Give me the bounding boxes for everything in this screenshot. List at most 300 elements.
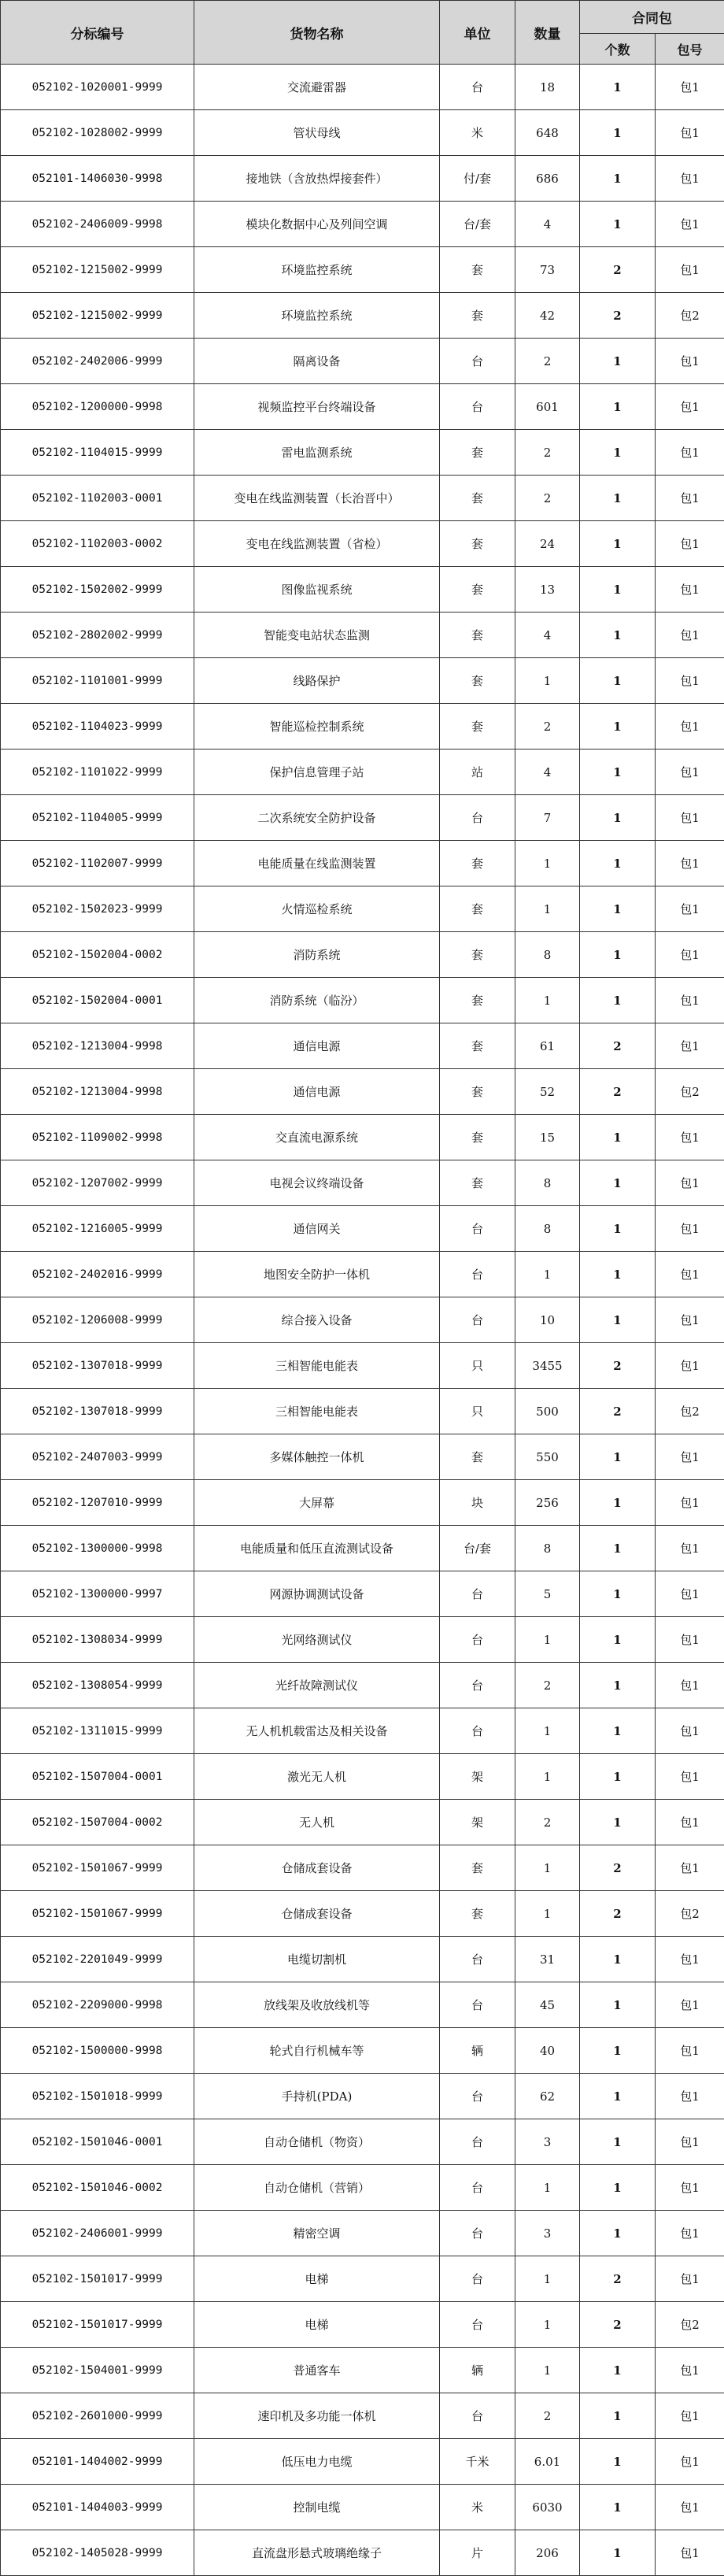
cell-count: 2 [580, 1343, 656, 1389]
cell-pkg: 包1 [656, 2165, 724, 2211]
cell-qty: 1 [515, 2348, 580, 2393]
cell-count: 2 [580, 2256, 656, 2302]
cell-qty: 24 [515, 521, 580, 567]
cell-name: 低压电力电缆 [194, 2439, 440, 2485]
cell-code: 052102-1502002-9999 [1, 567, 194, 613]
cell-unit: 台 [440, 1663, 515, 1708]
cell-name: 消防系统 [194, 932, 440, 978]
cell-unit: 辆 [440, 2028, 515, 2074]
cell-name: 光纤故障测试仪 [194, 1663, 440, 1708]
cell-qty: 42 [515, 293, 580, 339]
cell-unit: 套 [440, 932, 515, 978]
cell-pkg: 包1 [656, 1343, 724, 1389]
cell-pkg: 包1 [656, 1982, 724, 2028]
cell-name: 轮式自行机械车等 [194, 2028, 440, 2074]
cell-name: 仓储成套设备 [194, 1845, 440, 1891]
cell-code: 052102-1504001-9999 [1, 2348, 194, 2393]
table-row [1, 658, 724, 704]
table-row [1, 2119, 724, 2165]
cell-pkg: 包1 [656, 1800, 724, 1845]
cell-count: 1 [580, 2211, 656, 2256]
cell-pkg: 包1 [656, 1708, 724, 1754]
cell-code: 052102-1501067-9999 [1, 1845, 194, 1891]
cell-pkg: 包1 [656, 2485, 724, 2530]
header-code: 分标编号 [1, 1, 194, 65]
cell-count: 1 [580, 2074, 656, 2119]
cell-count: 1 [580, 841, 656, 886]
cell-pkg: 包1 [656, 476, 724, 521]
cell-pkg: 包1 [656, 2348, 724, 2393]
cell-name: 通信电源 [194, 1023, 440, 1069]
cell-name: 通信电源 [194, 1069, 440, 1115]
cell-name: 电视会议终端设备 [194, 1160, 440, 1206]
table-row [1, 2256, 724, 2302]
cell-pkg: 包1 [656, 1845, 724, 1891]
cell-code: 052102-1507004-0002 [1, 1800, 194, 1845]
cell-code: 052101-1404002-9999 [1, 2439, 194, 2485]
cell-pkg: 包1 [656, 1617, 724, 1663]
table-row [1, 704, 724, 749]
header-count: 个数 [580, 34, 656, 65]
cell-count: 1 [580, 1206, 656, 1252]
cell-unit: 套 [440, 1434, 515, 1480]
cell-unit: 台 [440, 2074, 515, 2119]
cell-pkg: 包1 [656, 2439, 724, 2485]
cell-qty: 1 [515, 1891, 580, 1937]
cell-count: 1 [580, 795, 656, 841]
table-row [1, 1069, 724, 1115]
cell-pkg: 包1 [656, 2530, 724, 2576]
cell-code: 052102-1405028-9999 [1, 2530, 194, 2576]
table-row [1, 476, 724, 521]
cell-name: 二次系统安全防护设备 [194, 795, 440, 841]
cell-code: 052102-1307018-9999 [1, 1389, 194, 1434]
cell-count: 1 [580, 1982, 656, 2028]
cell-count: 1 [580, 430, 656, 476]
cell-unit: 套 [440, 1069, 515, 1115]
cell-code: 052102-2601000-9999 [1, 2393, 194, 2439]
cell-code: 052102-1502023-9999 [1, 886, 194, 932]
header-unit: 单位 [440, 1, 515, 65]
cell-unit: 套 [440, 658, 515, 704]
cell-qty: 1 [515, 1252, 580, 1297]
cell-pkg: 包1 [656, 339, 724, 384]
table-row [1, 2074, 724, 2119]
cell-pkg: 包1 [656, 202, 724, 247]
cell-count: 1 [580, 1617, 656, 1663]
cell-pkg: 包1 [656, 2119, 724, 2165]
table-row [1, 202, 724, 247]
table-row [1, 2211, 724, 2256]
cell-qty: 4 [515, 202, 580, 247]
cell-pkg: 包1 [656, 156, 724, 202]
cell-qty: 1 [515, 841, 580, 886]
cell-code: 052102-1215002-9999 [1, 293, 194, 339]
table-row [1, 886, 724, 932]
cell-qty: 6030 [515, 2485, 580, 2530]
cell-qty: 1 [515, 1617, 580, 1663]
cell-count: 1 [580, 2165, 656, 2211]
cell-code: 052102-2209000-9998 [1, 1982, 194, 2028]
cell-code: 052102-1501067-9999 [1, 1891, 194, 1937]
cell-unit: 台 [440, 339, 515, 384]
cell-qty: 62 [515, 2074, 580, 2119]
cell-code: 052102-1101022-9999 [1, 749, 194, 795]
cell-code: 052102-2802002-9999 [1, 613, 194, 658]
cell-code: 052102-1213004-9998 [1, 1069, 194, 1115]
cell-count: 2 [580, 2302, 656, 2348]
table-row [1, 2439, 724, 2485]
cell-pkg: 包1 [656, 1754, 724, 1800]
cell-name: 大屏幕 [194, 1480, 440, 1526]
cell-unit: 套 [440, 886, 515, 932]
cell-code: 052102-1207010-9999 [1, 1480, 194, 1526]
cell-count: 2 [580, 247, 656, 293]
cell-name: 电缆切割机 [194, 1937, 440, 1982]
table-row [1, 1891, 724, 1937]
cell-unit: 站 [440, 749, 515, 795]
cell-code: 052102-2201049-9999 [1, 1937, 194, 1982]
cell-pkg: 包1 [656, 2074, 724, 2119]
cell-name: 模块化数据中心及列间空调 [194, 202, 440, 247]
cell-code: 052102-1500000-9998 [1, 2028, 194, 2074]
cell-qty: 2 [515, 2393, 580, 2439]
cell-name: 三相智能电能表 [194, 1343, 440, 1389]
cell-pkg: 包1 [656, 110, 724, 156]
cell-unit: 架 [440, 1754, 515, 1800]
cell-qty: 2 [515, 704, 580, 749]
cell-unit: 台 [440, 1297, 515, 1343]
table-row [1, 1480, 724, 1526]
cell-count: 1 [580, 2028, 656, 2074]
cell-name: 手持机(PDA) [194, 2074, 440, 2119]
cell-code: 052102-1215002-9999 [1, 247, 194, 293]
cell-code: 052101-1404003-9999 [1, 2485, 194, 2530]
cell-pkg: 包1 [656, 704, 724, 749]
cell-code: 052102-1300000-9997 [1, 1571, 194, 1617]
cell-pkg: 包1 [656, 1571, 724, 1617]
table-row [1, 1434, 724, 1480]
table-row [1, 1206, 724, 1252]
header-name: 货物名称 [194, 1, 440, 65]
cell-unit: 套 [440, 476, 515, 521]
cell-qty: 73 [515, 247, 580, 293]
header-pkg: 包号 [656, 34, 724, 65]
table-row [1, 1754, 724, 1800]
table-row [1, 2302, 724, 2348]
table-row [1, 156, 724, 202]
cell-count: 1 [580, 1115, 656, 1160]
table-row [1, 1708, 724, 1754]
cell-name: 仓储成套设备 [194, 1891, 440, 1937]
cell-name: 普通客车 [194, 2348, 440, 2393]
cell-name: 接地铁（含放热焊接套件） [194, 156, 440, 202]
cell-name: 消防系统（临汾） [194, 978, 440, 1023]
cell-unit: 只 [440, 1343, 515, 1389]
table-row [1, 1252, 724, 1297]
cell-qty: 7 [515, 795, 580, 841]
cell-unit: 台 [440, 1571, 515, 1617]
cell-count: 1 [580, 1480, 656, 1526]
table-row [1, 293, 724, 339]
cell-qty: 61 [515, 1023, 580, 1069]
cell-code: 052102-1507004-0001 [1, 1754, 194, 1800]
cell-name: 自动仓储机（物资） [194, 2119, 440, 2165]
cell-count: 1 [580, 2348, 656, 2393]
cell-name: 保护信息管理子站 [194, 749, 440, 795]
cell-code: 052102-2406009-9998 [1, 202, 194, 247]
cell-pkg: 包1 [656, 1252, 724, 1297]
cell-unit: 套 [440, 293, 515, 339]
cell-pkg: 包1 [656, 1023, 724, 1069]
cell-unit: 套 [440, 1023, 515, 1069]
cell-code: 052102-1501018-9999 [1, 2074, 194, 2119]
cell-count: 1 [580, 1252, 656, 1297]
cell-code: 052102-2406001-9999 [1, 2211, 194, 2256]
cell-name: 速印机及多功能一体机 [194, 2393, 440, 2439]
cell-unit: 台 [440, 384, 515, 430]
cell-name: 视频监控平台终端设备 [194, 384, 440, 430]
cell-unit: 台 [440, 2165, 515, 2211]
table-row [1, 1845, 724, 1891]
cell-count: 1 [580, 613, 656, 658]
cell-unit: 米 [440, 2485, 515, 2530]
cell-qty: 10 [515, 1297, 580, 1343]
cell-code: 052102-1102003-0001 [1, 476, 194, 521]
cell-pkg: 包1 [656, 749, 724, 795]
cell-count: 1 [580, 2530, 656, 2576]
cell-code: 052102-1101001-9999 [1, 658, 194, 704]
cell-name: 地图安全防护一体机 [194, 1252, 440, 1297]
cell-code: 052102-1308054-9999 [1, 1663, 194, 1708]
cell-unit: 千米 [440, 2439, 515, 2485]
cell-count: 1 [580, 65, 656, 110]
cell-unit: 台 [440, 2119, 515, 2165]
cell-code: 052102-1206008-9999 [1, 1297, 194, 1343]
cell-qty: 8 [515, 1526, 580, 1571]
cell-pkg: 包1 [656, 1663, 724, 1708]
cell-count: 1 [580, 1297, 656, 1343]
cell-pkg: 包2 [656, 1069, 724, 1115]
cell-unit: 套 [440, 1115, 515, 1160]
cell-count: 1 [580, 1434, 656, 1480]
cell-pkg: 包1 [656, 521, 724, 567]
table-row [1, 1663, 724, 1708]
cell-name: 智能巡检控制系统 [194, 704, 440, 749]
cell-name: 雷电监测系统 [194, 430, 440, 476]
cell-qty: 13 [515, 567, 580, 613]
cell-count: 1 [580, 2485, 656, 2530]
cell-qty: 2 [515, 1800, 580, 1845]
cell-unit: 台 [440, 2393, 515, 2439]
table-row [1, 1982, 724, 2028]
cell-unit: 台 [440, 1252, 515, 1297]
cell-qty: 2 [515, 430, 580, 476]
cell-name: 环境监控系统 [194, 247, 440, 293]
cell-unit: 套 [440, 247, 515, 293]
cell-qty: 31 [515, 1937, 580, 1982]
table-body [1, 65, 724, 2576]
cell-count: 2 [580, 1891, 656, 1937]
cell-name: 综合接入设备 [194, 1297, 440, 1343]
cell-name: 智能变电站状态监测 [194, 613, 440, 658]
cell-unit: 块 [440, 1480, 515, 1526]
cell-code: 052102-1020001-9999 [1, 65, 194, 110]
table-row [1, 247, 724, 293]
table-row [1, 1023, 724, 1069]
cell-code: 052102-1308034-9999 [1, 1617, 194, 1663]
cell-code: 052102-1104023-9999 [1, 704, 194, 749]
cell-qty: 40 [515, 2028, 580, 2074]
cell-unit: 套 [440, 567, 515, 613]
cell-pkg: 包1 [656, 2028, 724, 2074]
cell-code: 052102-1501017-9999 [1, 2302, 194, 2348]
table-row [1, 567, 724, 613]
table-row [1, 2393, 724, 2439]
cell-qty: 8 [515, 1206, 580, 1252]
table-row [1, 1115, 724, 1160]
cell-qty: 1 [515, 1754, 580, 1800]
table-row [1, 1571, 724, 1617]
table-row [1, 613, 724, 658]
cell-name: 交直流电源系统 [194, 1115, 440, 1160]
cell-unit: 套 [440, 978, 515, 1023]
table-row [1, 1937, 724, 1982]
cell-count: 1 [580, 339, 656, 384]
table-row [1, 841, 724, 886]
cell-qty: 206 [515, 2530, 580, 2576]
cell-unit: 套 [440, 521, 515, 567]
cell-pkg: 包1 [656, 65, 724, 110]
cell-name: 火情巡检系统 [194, 886, 440, 932]
cell-pkg: 包2 [656, 1389, 724, 1434]
cell-name: 无人机 [194, 1800, 440, 1845]
cell-unit: 台/套 [440, 1526, 515, 1571]
cell-qty: 3 [515, 2211, 580, 2256]
cell-unit: 辆 [440, 2348, 515, 2393]
cell-count: 1 [580, 749, 656, 795]
cell-unit: 套 [440, 704, 515, 749]
cell-unit: 台 [440, 1982, 515, 2028]
cell-name: 电梯 [194, 2302, 440, 2348]
cell-name: 直流盘形悬式玻璃绝缘子 [194, 2530, 440, 2576]
cell-unit: 台 [440, 2256, 515, 2302]
cell-name: 隔离设备 [194, 339, 440, 384]
cell-count: 1 [580, 1937, 656, 1982]
cell-unit: 台 [440, 1617, 515, 1663]
cell-pkg: 包1 [656, 613, 724, 658]
cell-name: 光网络测试仪 [194, 1617, 440, 1663]
cell-count: 1 [580, 2119, 656, 2165]
cell-code: 052102-1102003-0002 [1, 521, 194, 567]
cell-code: 052102-1311015-9999 [1, 1708, 194, 1754]
cell-name: 交流避雷器 [194, 65, 440, 110]
cell-code: 052102-1104005-9999 [1, 795, 194, 841]
table-row [1, 1389, 724, 1434]
cell-count: 2 [580, 1069, 656, 1115]
cell-unit: 台 [440, 795, 515, 841]
cell-name: 电梯 [194, 2256, 440, 2302]
cell-qty: 3455 [515, 1343, 580, 1389]
table-row [1, 932, 724, 978]
cell-code: 052102-1501017-9999 [1, 2256, 194, 2302]
cell-unit: 套 [440, 613, 515, 658]
cell-name: 网源协调测试设备 [194, 1571, 440, 1617]
cell-unit: 片 [440, 2530, 515, 2576]
table-row [1, 384, 724, 430]
cell-qty: 550 [515, 1434, 580, 1480]
cell-code: 052102-2402006-9999 [1, 339, 194, 384]
cell-unit: 台 [440, 2211, 515, 2256]
cell-unit: 台 [440, 65, 515, 110]
cell-code: 052102-1307018-9999 [1, 1343, 194, 1389]
cell-unit: 套 [440, 841, 515, 886]
cell-code: 052102-1104015-9999 [1, 430, 194, 476]
cell-pkg: 包1 [656, 2211, 724, 2256]
cell-count: 1 [580, 1160, 656, 1206]
cell-name: 环境监控系统 [194, 293, 440, 339]
cell-unit: 付/套 [440, 156, 515, 202]
cell-qty: 15 [515, 1115, 580, 1160]
cell-count: 1 [580, 1800, 656, 1845]
cell-pkg: 包1 [656, 430, 724, 476]
cell-qty: 1 [515, 1708, 580, 1754]
cell-pkg: 包1 [656, 2393, 724, 2439]
cell-qty: 1 [515, 658, 580, 704]
cell-pkg: 包1 [656, 1526, 724, 1571]
cell-count: 2 [580, 1023, 656, 1069]
table-row [1, 2348, 724, 2393]
cell-pkg: 包1 [656, 886, 724, 932]
cell-count: 1 [580, 476, 656, 521]
cell-count: 1 [580, 1663, 656, 1708]
table-row [1, 521, 724, 567]
cell-name: 变电在线监测装置（省检） [194, 521, 440, 567]
cell-count: 1 [580, 567, 656, 613]
cell-count: 1 [580, 384, 656, 430]
table-row [1, 978, 724, 1023]
cell-pkg: 包2 [656, 1891, 724, 1937]
cell-code: 052102-1200000-9998 [1, 384, 194, 430]
cell-unit: 套 [440, 1160, 515, 1206]
cell-unit: 套 [440, 430, 515, 476]
cell-code: 052102-1502004-0002 [1, 932, 194, 978]
table-row [1, 2165, 724, 2211]
cell-unit: 架 [440, 1800, 515, 1845]
cell-unit: 套 [440, 1845, 515, 1891]
cell-name: 无人机机载雷达及相关设备 [194, 1708, 440, 1754]
cell-unit: 米 [440, 110, 515, 156]
cell-pkg: 包1 [656, 247, 724, 293]
cell-count: 1 [580, 1526, 656, 1571]
cell-unit: 台 [440, 2302, 515, 2348]
cell-pkg: 包2 [656, 293, 724, 339]
cell-count: 1 [580, 704, 656, 749]
cell-qty: 1 [515, 886, 580, 932]
cell-name: 三相智能电能表 [194, 1389, 440, 1434]
cell-qty: 2 [515, 339, 580, 384]
cell-qty: 52 [515, 1069, 580, 1115]
table-row [1, 1160, 724, 1206]
cell-pkg: 包1 [656, 1937, 724, 1982]
cell-unit: 台 [440, 1206, 515, 1252]
cell-code: 052101-1406030-9998 [1, 156, 194, 202]
cell-count: 1 [580, 156, 656, 202]
cell-count: 2 [580, 1389, 656, 1434]
cell-qty: 256 [515, 1480, 580, 1526]
cell-unit: 套 [440, 1891, 515, 1937]
cell-name: 变电在线监测装置（长治晋中） [194, 476, 440, 521]
